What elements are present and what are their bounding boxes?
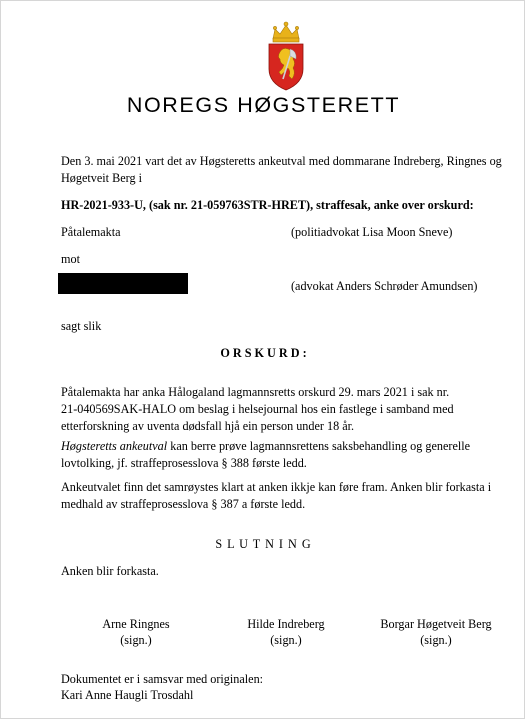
signature-3-sign: (sign.) xyxy=(420,633,452,647)
intro-line-1: Den 3. mai 2021 vart det av Høgsteretts ankeutval med dommarane Indreberg, Ringnes og xyxy=(61,154,502,168)
signature-2-sign: (sign.) xyxy=(270,633,302,647)
prosecution-label: Påtalemakta xyxy=(61,225,121,239)
paragraph-1-line-3: etterforskning av uventa dødsfall hjå ein person under 18 år. xyxy=(61,419,355,433)
conclusion-heading: S L U T N I N G xyxy=(215,537,312,551)
prosecution-counsel: (politiadvokat Lisa Moon Sneve) xyxy=(291,225,453,239)
footer-line-2: Kari Anne Haugli Trosdahl xyxy=(61,688,194,702)
signature-1-name: Arne Ringnes xyxy=(102,617,170,631)
case-title: HR-2021-933-U, (sak nr. 21-059763STR-HRET), straffesak, anke over orskurd: xyxy=(61,198,474,212)
paragraph-2-line-2: lovtolking, jf. straffeprosesslova § 388 første ledd. xyxy=(61,456,307,470)
signature-1-sign: (sign.) xyxy=(120,633,152,647)
paragraph-2-rest: kan berre prøve lagmannsrettens saksbehandling og generelle xyxy=(167,439,471,453)
signature-2-name: Hilde Indreberg xyxy=(247,617,325,631)
paragraph-2-italic: Høgsteretts ankeutval xyxy=(61,439,168,453)
paragraph-1-line-2: 21-040569SAK-HALO om beslag i helsejournal hos ein fastlege i samband med xyxy=(61,402,454,416)
footer-line-1: Dokumentet er i samsvar med originalen: xyxy=(61,672,264,686)
paragraph-3-line-1: Ankeutvalet finn det samrøystes klart at anken ikkje kan føre fram. Anken blir forkasta i xyxy=(61,480,492,494)
norwegian-coat-of-arms-icon xyxy=(263,19,309,91)
paragraph-2-line-1 xyxy=(61,438,470,455)
versus-label: mot xyxy=(61,252,80,266)
court-name: NOREGS HØGSTERETT xyxy=(126,93,401,117)
defense-counsel: (advokat Anders Schrøder Amundsen) xyxy=(291,279,478,293)
signature-3-name: Borgar Høgetveit Berg xyxy=(380,617,492,631)
redacted-defendant-name xyxy=(58,273,188,294)
intro-line-2: Høgetveit Berg i xyxy=(61,171,143,185)
paragraph-1-line-1: Påtalemakta har anka Hålogaland lagmannsretts orskurd 29. mars 2021 i sak nr. xyxy=(61,385,450,399)
ruling-heading: O R S K U R D : xyxy=(220,346,307,360)
said-text: sagt slik xyxy=(61,319,102,333)
conclusion-text: Anken blir forkasta. xyxy=(61,564,159,578)
paragraph-3-line-2: medhald av straffeprosesslova § 387 a første ledd. xyxy=(61,497,306,511)
